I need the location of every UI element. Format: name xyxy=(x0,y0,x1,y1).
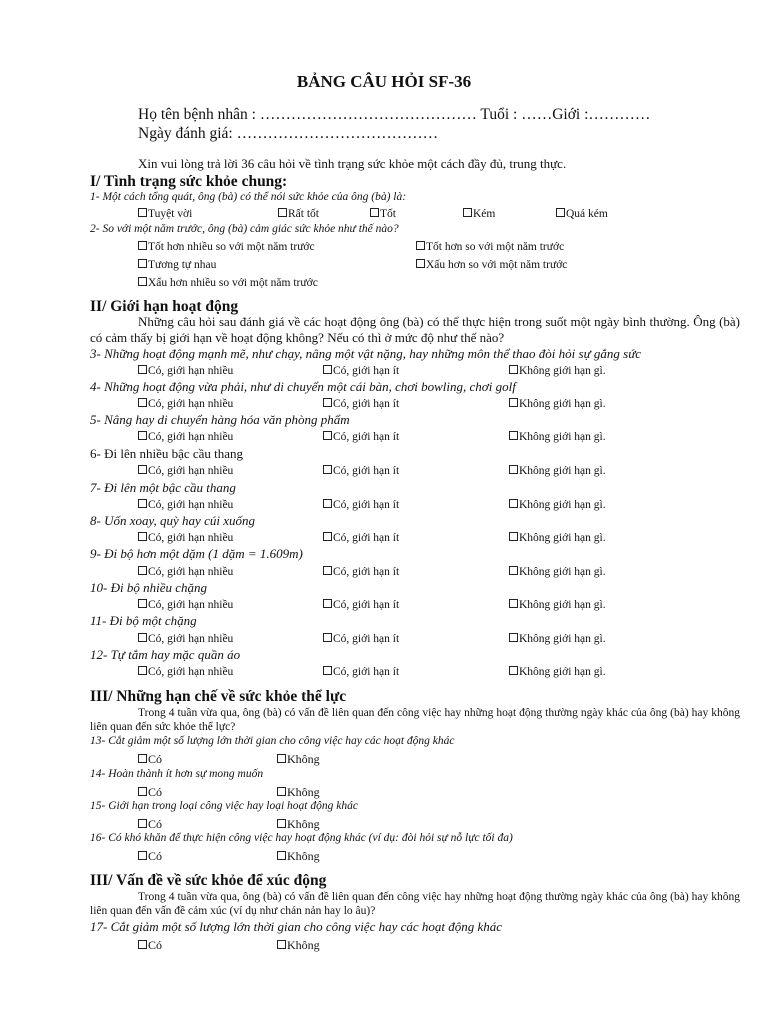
checkbox-icon[interactable] xyxy=(323,431,332,440)
q1-option-1[interactable]: Tuyệt vời xyxy=(138,208,192,220)
question-5: 5- Nâng hay di chuyển hàng hóa văn phòng phẩm xyxy=(90,412,350,427)
q2-option-3[interactable]: Tương tự nhau xyxy=(138,259,216,271)
section-3-heading: III/ Những hạn chế về sức khỏe thể lực xyxy=(90,688,347,705)
q16-option-no[interactable]: Không xyxy=(277,849,320,864)
q2-option-2[interactable]: Tốt hơn so với một năm trước xyxy=(416,241,564,253)
checkbox-icon[interactable] xyxy=(138,819,147,828)
q2-option-4[interactable]: Xấu hơn so với một năm trước xyxy=(416,259,567,271)
section-2-intro: Những câu hỏi sau đánh giá về các hoạt động ông (bà) có thể thực hiện trong suốt một ngày bình thường. Ông (bà) có cảm thấy bị giới hạn về hoạt động không? Nếu có thì ở mức độ như thế nào? xyxy=(90,314,740,345)
q4-option-2[interactable]: Có, giới hạn ít xyxy=(323,398,399,410)
checkbox-icon[interactable] xyxy=(138,633,147,642)
q11-option-1[interactable]: Có, giới hạn nhiều xyxy=(138,633,233,645)
q3-option-2[interactable]: Có, giới hạn ít xyxy=(323,365,399,377)
q1-option-4[interactable]: Kém xyxy=(463,208,495,220)
q9-option-3[interactable]: Không giới hạn gì. xyxy=(509,566,606,578)
checkbox-icon[interactable] xyxy=(138,666,147,675)
checkbox-icon[interactable] xyxy=(277,787,286,796)
q8-option-1[interactable]: Có, giới hạn nhiều xyxy=(138,532,233,544)
q10-option-1[interactable]: Có, giới hạn nhiều xyxy=(138,599,233,611)
instructions-text: Xin vui lòng trả lời 36 câu hỏi về tình trạng sức khỏe một cách đầy đủ, trung thực. xyxy=(138,156,567,171)
question-15: 15- Giới hạn trong loại công việc hay loại hoạt động khác xyxy=(90,800,358,812)
q2-option-5[interactable]: Xấu hơn nhiều so với một năm trước xyxy=(138,277,318,289)
section-2-heading: II/ Giới hạn hoạt động xyxy=(90,298,239,315)
q5-option-3[interactable]: Không giới hạn gì. xyxy=(509,431,606,443)
q6-option-3[interactable]: Không giới hạn gì. xyxy=(509,465,606,477)
q15-option-yes[interactable]: Có xyxy=(138,817,162,832)
checkbox-icon[interactable] xyxy=(138,365,147,374)
checkbox-icon[interactable] xyxy=(277,754,286,763)
checkbox-icon[interactable] xyxy=(509,566,518,575)
q11-option-3[interactable]: Không giới hạn gì. xyxy=(509,633,606,645)
q13-option-no[interactable]: Không xyxy=(277,752,320,767)
q5-option-2[interactable]: Có, giới hạn ít xyxy=(323,431,399,443)
question-1: 1- Một cách tổng quát, ông (bà) có thể nói sức khỏe của ông (bà) là: xyxy=(90,191,407,203)
checkbox-icon[interactable] xyxy=(509,599,518,608)
checkbox-icon[interactable] xyxy=(138,259,147,268)
q7-option-3[interactable]: Không giới hạn gì. xyxy=(509,499,606,511)
checkbox-icon[interactable] xyxy=(277,940,286,949)
q10-option-3[interactable]: Không giới hạn gì. xyxy=(509,599,606,611)
question-8: 8- Uốn xoay, quỳ hay cúi xuống xyxy=(90,513,255,528)
q16-option-yes[interactable]: Có xyxy=(138,849,162,864)
q4-option-1[interactable]: Có, giới hạn nhiều xyxy=(138,398,233,410)
checkbox-icon[interactable] xyxy=(138,277,147,286)
q8-option-2[interactable]: Có, giới hạn ít xyxy=(323,532,399,544)
q5-option-1[interactable]: Có, giới hạn nhiều xyxy=(138,431,233,443)
checkbox-icon[interactable] xyxy=(138,599,147,608)
checkbox-icon[interactable] xyxy=(138,431,147,440)
q3-option-3[interactable]: Không giới hạn gì. xyxy=(509,365,606,377)
page-title: BẢNG CÂU HỎI SF-36 xyxy=(296,72,472,91)
checkbox-icon[interactable] xyxy=(138,465,147,474)
question-11: 11- Đi bộ một chặng xyxy=(90,613,197,628)
question-16: 16- Có khó khăn để thực hiện công việc hay hoạt động khác (ví dụ: đòi hỏi sự nỗ lực tối đa) xyxy=(90,832,513,844)
q12-option-2[interactable]: Có, giới hạn ít xyxy=(323,666,399,678)
checkbox-icon[interactable] xyxy=(416,259,425,268)
question-4: 4- Những hoạt động vừa phải, như di chuyển một cái bàn, chơi bowling, chơi golf xyxy=(90,379,516,394)
q7-option-2[interactable]: Có, giới hạn ít xyxy=(323,499,399,511)
checkbox-icon[interactable] xyxy=(509,666,518,675)
question-7: 7- Đi lên một bậc cầu thang xyxy=(90,480,236,495)
question-13: 13- Cắt giảm một số lượng lớn thời gian cho công việc hay các hoạt động khác xyxy=(90,735,455,747)
checkbox-icon[interactable] xyxy=(277,851,286,860)
q12-option-3[interactable]: Không giới hạn gì. xyxy=(509,666,606,678)
checkbox-icon[interactable] xyxy=(138,241,147,250)
checkbox-icon[interactable] xyxy=(509,532,518,541)
q6-option-1[interactable]: Có, giới hạn nhiều xyxy=(138,465,233,477)
q4-option-3[interactable]: Không giới hạn gì. xyxy=(509,398,606,410)
checkbox-icon[interactable] xyxy=(323,532,332,541)
checkbox-icon[interactable] xyxy=(278,208,287,217)
q9-option-2[interactable]: Có, giới hạn ít xyxy=(323,566,399,578)
question-14: 14- Hoàn thành ít hơn sự mong muốn xyxy=(90,768,264,780)
checkbox-icon[interactable] xyxy=(323,398,332,407)
q1-option-3[interactable]: Tốt xyxy=(370,208,396,220)
checkbox-icon[interactable] xyxy=(138,532,147,541)
question-10: 10- Đi bộ nhiều chặng xyxy=(90,580,207,595)
checkbox-icon[interactable] xyxy=(509,499,518,508)
checkbox-icon[interactable] xyxy=(370,208,379,217)
q17-option-no[interactable]: Không xyxy=(277,938,320,953)
checkbox-icon[interactable] xyxy=(323,566,332,575)
checkbox-icon[interactable] xyxy=(323,633,332,642)
q9-option-1[interactable]: Có, giới hạn nhiều xyxy=(138,566,233,578)
checkbox-icon[interactable] xyxy=(509,633,518,642)
q1-option-5[interactable]: Quá kém xyxy=(556,208,608,220)
q17-option-yes[interactable]: Có xyxy=(138,938,162,953)
question-12: 12- Tự tắm hay mặc quần áo xyxy=(90,647,241,662)
checkbox-icon[interactable] xyxy=(138,754,147,763)
checkbox-icon[interactable] xyxy=(556,208,565,217)
assessment-date-line: Ngày đánh giá: ………………………………… xyxy=(138,125,439,142)
q3-option-1[interactable]: Có, giới hạn nhiều xyxy=(138,365,233,377)
patient-name-age-sex-line: Họ tên bệnh nhân : …………………………………… Tuổi : ……Giới :………… xyxy=(138,106,651,123)
checkbox-icon[interactable] xyxy=(463,208,472,217)
section-4-intro: Trong 4 tuần vừa qua, ông (bà) có vấn đề liên quan đến công việc hay những hoạt động thường ngày khác của ông (bà) hay không liên quan đến vấn đề cảm xúc (ví dụ như chán nản hay lo âu)? xyxy=(90,891,740,917)
q2-option-1[interactable]: Tốt hơn nhiều so với một năm trước xyxy=(138,241,315,253)
checkbox-icon[interactable] xyxy=(323,365,332,374)
checkbox-icon[interactable] xyxy=(323,499,332,508)
q10-option-2[interactable]: Có, giới hạn ít xyxy=(323,599,399,611)
checkbox-icon[interactable] xyxy=(509,398,518,407)
checkbox-icon[interactable] xyxy=(138,398,147,407)
q8-option-3[interactable]: Không giới hạn gì. xyxy=(509,532,606,544)
checkbox-icon[interactable] xyxy=(323,599,332,608)
q11-option-2[interactable]: Có, giới hạn ít xyxy=(323,633,399,645)
checkbox-icon[interactable] xyxy=(509,465,518,474)
q6-option-2[interactable]: Có, giới hạn ít xyxy=(323,465,399,477)
checkbox-icon[interactable] xyxy=(138,499,147,508)
checkbox-icon[interactable] xyxy=(138,940,147,949)
question-2: 2- So với một năm trước, ông (bà) cảm giác sức khỏe như thế nào? xyxy=(90,223,399,235)
q1-option-2[interactable]: Rất tốt xyxy=(278,208,319,220)
checkbox-icon[interactable] xyxy=(138,851,147,860)
q12-option-1[interactable]: Có, giới hạn nhiều xyxy=(138,666,233,678)
checkbox-icon[interactable] xyxy=(509,365,518,374)
q14-option-yes[interactable]: Có xyxy=(138,785,162,800)
question-6: 6- Đi lên nhiều bậc cầu thang xyxy=(90,446,244,461)
question-9: 9- Đi bộ hơn một dặm (1 dặm = 1.609m) xyxy=(90,546,303,561)
checkbox-icon[interactable] xyxy=(277,819,286,828)
q13-option-yes[interactable]: Có xyxy=(138,752,162,767)
q15-option-no[interactable]: Không xyxy=(277,817,320,832)
checkbox-icon[interactable] xyxy=(138,787,147,796)
section-1-heading: I/ Tình trạng sức khỏe chung: xyxy=(90,173,288,190)
section-4-heading: III/ Vấn đề về sức khỏe để xúc động xyxy=(90,872,327,889)
q14-option-no[interactable]: Không xyxy=(277,785,320,800)
checkbox-icon[interactable] xyxy=(509,431,518,440)
checkbox-icon[interactable] xyxy=(138,566,147,575)
checkbox-icon[interactable] xyxy=(416,241,425,250)
q7-option-1[interactable]: Có, giới hạn nhiều xyxy=(138,499,233,511)
section-3-intro: Trong 4 tuần vừa qua, ông (bà) có vấn đề liên quan đến công việc hay những hoạt động thường ngày khác của ông (bà) hay không liên quan đến sức khỏe thể lực? xyxy=(90,707,740,733)
question-17: 17- Cắt giảm một số lượng lớn thời gian cho công việc hay các hoạt động khác xyxy=(90,919,503,934)
question-3: 3- Những hoạt động mạnh mẽ, như chạy, nâng một vật nặng, hay những môn thể thao đòi hỏi sự gắng sức xyxy=(90,346,642,361)
checkbox-icon[interactable] xyxy=(138,208,147,217)
checkbox-icon[interactable] xyxy=(323,465,332,474)
checkbox-icon[interactable] xyxy=(323,666,332,675)
